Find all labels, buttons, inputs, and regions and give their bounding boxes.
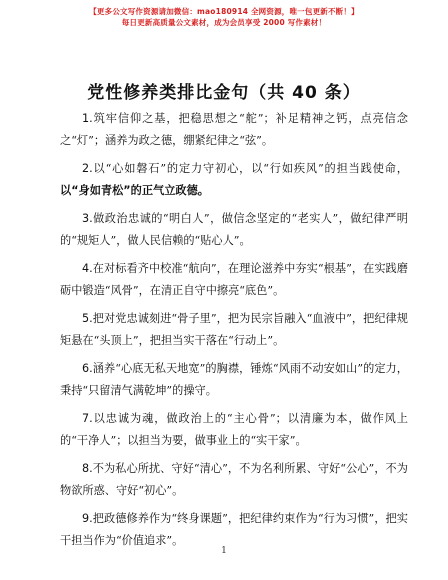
item-text: 筑牢信仰之基，把稳思想之“舵”；补足精神之钙，点亮信念之“灯”；涵养为政之德，绷紧纪律之“弦”。 — [60, 112, 408, 147]
item-text: 涵养“心底无私天地宽”的胸襟，锤炼“风雨不动安如山”的定力，秉持“只留清气满乾坤”的操守。 — [60, 362, 408, 397]
list-item — [60, 208, 408, 252]
banner-line-1: 【更多公文写作资源请加微信：mao180914 全网资源，唯一包更新不断！】 — [89, 7, 359, 16]
item-text: 以忠诚为魂，做政治上的“主心骨”；以清廉为本，做作风上的“干净人”；以担当为要，做事业上的“实干家”。 — [60, 412, 408, 447]
item-number: 1. — [82, 112, 93, 125]
item-number: 7. — [82, 412, 93, 425]
list-item — [60, 108, 408, 152]
document-title: 党性修养类排比金句（共 40 条） — [87, 83, 361, 103]
item-text: 在对标看齐中校准“航向”，在理论滋养中夯实“根基”，在实践磨砺中锻造“风骨”，在清正自守中擦亮“底色”。 — [60, 262, 408, 297]
item-bold-text: 以“身如青松”的正气立政德。 — [60, 184, 209, 197]
item-number: 8. — [82, 462, 93, 475]
item-number: 9. — [82, 512, 93, 525]
item-text: 把对党忠诚刻进“骨子里”，把为民宗旨融入“血液中”，把纪律规矩悬在“头顶上”，把担当实干落在“行动上”。 — [60, 312, 408, 347]
item-number: 5. — [82, 312, 93, 325]
item-number: 2. — [82, 162, 93, 175]
list-item — [60, 408, 408, 452]
header-banner — [0, 6, 448, 28]
item-text: 把政德修养作为“终身课题”，把纪律约束作为“行为习惯”，把实干担当作为“价值追求”。 — [60, 512, 408, 547]
item-text: 以“心如磐石”的定力守初心，以“行如疾风”的担当践使命， — [92, 162, 408, 175]
list-item — [60, 158, 408, 202]
item-number: 3. — [82, 212, 93, 225]
list-item — [60, 258, 408, 302]
list-item — [60, 308, 408, 352]
item-text: 做政治忠诚的“明白人”，做信念坚定的“老实人”，做纪律严明的“规矩人”，做人民信赖的“贴心人”。 — [60, 212, 408, 247]
banner-line-2: 每日更新高质量公文素材，成为会员享受 2000 写作素材！ — [121, 18, 327, 27]
item-text: 不为私心所扰、守好“清心”，不为名利所累、守好“公心”，不为物欲所惑、守好“初心”。 — [60, 462, 408, 497]
item-number: 6. — [82, 362, 93, 375]
page-number: 1 — [221, 546, 227, 556]
list-item — [60, 358, 408, 402]
item-number: 4. — [82, 262, 93, 275]
sentence-list — [60, 108, 408, 558]
list-item — [60, 458, 408, 502]
